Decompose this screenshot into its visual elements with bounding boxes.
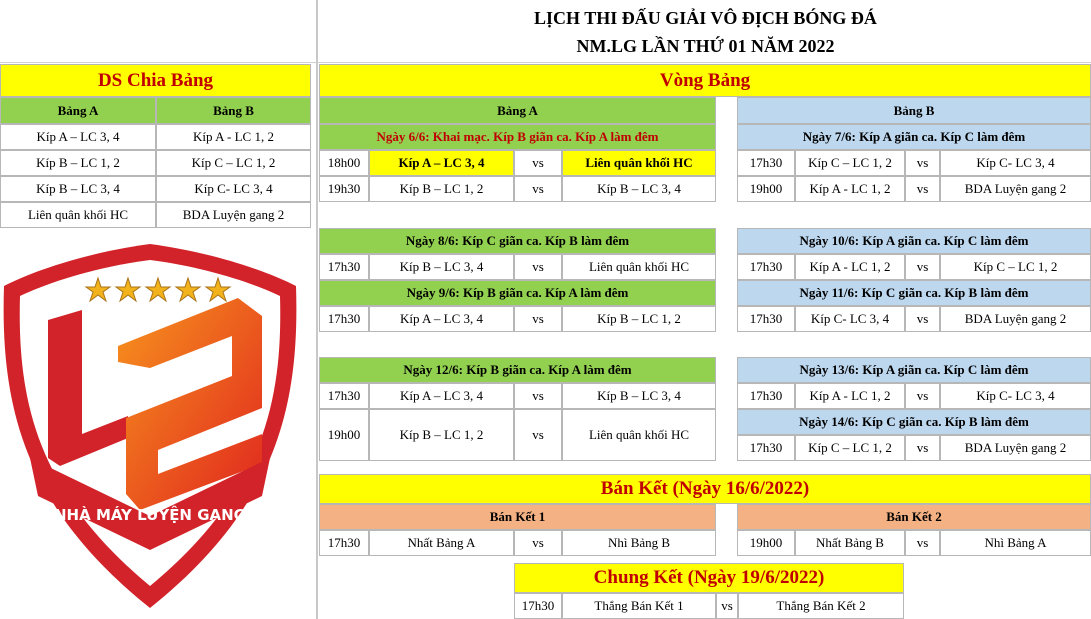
match-time: 17h30 (514, 593, 562, 619)
group-b-team: Kíp C- LC 3, 4 (156, 176, 311, 202)
match-vs: vs (514, 383, 562, 409)
match-time: 17h30 (737, 150, 795, 176)
match-day-header: Ngày 14/6: Kíp C giãn ca. Kíp B làm đêm (737, 409, 1091, 435)
match-time: 17h30 (319, 530, 369, 556)
match-time: 18h00 (319, 150, 369, 176)
match-day-header: Ngày 13/6: Kíp A giãn ca. Kíp C làm đêm (737, 357, 1091, 383)
match-vs: vs (514, 409, 562, 461)
divider-vertical (316, 0, 318, 619)
semifinal-heading: Bán Kết (Ngày 16/6/2022) (319, 474, 1091, 504)
match-away-team: BDA Luyện gang 2 (940, 435, 1091, 461)
group-b-team: BDA Luyện gang 2 (156, 202, 311, 228)
match-time: 17h30 (319, 306, 369, 332)
match-day-header: Ngày 8/6: Kíp C giãn ca. Kíp B làm đêm (319, 228, 716, 254)
semifinal-2-label: Bán Kết 2 (737, 504, 1091, 530)
match-away-team: Liên quân khối HC (562, 254, 716, 280)
match-time: 17h30 (737, 306, 795, 332)
match-time: 17h30 (737, 383, 795, 409)
match-away-team: Liên quân khối HC (562, 409, 716, 461)
match-away-team: BDA Luyện gang 2 (940, 306, 1091, 332)
group-b-team: Kíp C – LC 1, 2 (156, 150, 311, 176)
match-vs: vs (905, 530, 940, 556)
match-away-team: Kíp B – LC 1, 2 (562, 306, 716, 332)
match-vs: vs (905, 254, 940, 280)
match-home-team: Kíp B – LC 1, 2 (369, 409, 514, 461)
bracket-b-heading: Bảng B (737, 97, 1091, 124)
match-away-team: Kíp C – LC 1, 2 (940, 254, 1091, 280)
match-away-team: Kíp B – LC 3, 4 (562, 383, 716, 409)
match-away-team: Nhì Bảng A (940, 530, 1091, 556)
final-heading: Chung Kết (Ngày 19/6/2022) (514, 563, 904, 593)
group-a-team: Kíp B – LC 1, 2 (0, 150, 156, 176)
match-day-header: Ngày 7/6: Kíp A giãn ca. Kíp C làm đêm (737, 124, 1091, 150)
match-day-header: Ngày 6/6: Khai mạc. Kíp B giãn ca. Kíp A làm đêm (319, 124, 716, 150)
match-home-team: Kíp C – LC 1, 2 (795, 435, 905, 461)
groups-col-a: Bảng A (0, 97, 156, 124)
groups-heading: DS Chia Bảng (0, 64, 311, 97)
match-time: 19h30 (319, 176, 369, 202)
match-vs: vs (905, 306, 940, 332)
match-vs: vs (514, 254, 562, 280)
match-time: 19h00 (737, 530, 795, 556)
groups-col-b: Bảng B (156, 97, 311, 124)
match-vs: vs (716, 593, 738, 619)
match-vs: vs (514, 530, 562, 556)
match-away-team: Kíp C- LC 3, 4 (940, 383, 1091, 409)
match-time: 17h30 (319, 383, 369, 409)
match-home-team: Kíp C- LC 3, 4 (795, 306, 905, 332)
match-home-team: Kíp A - LC 1, 2 (795, 383, 905, 409)
group-b-team: Kíp A - LC 1, 2 (156, 124, 311, 150)
match-vs: vs (905, 176, 940, 202)
match-vs: vs (905, 383, 940, 409)
match-day-header: Ngày 11/6: Kíp C giãn ca. Kíp B làm đêm (737, 280, 1091, 306)
match-home-team: Thắng Bán Kết 1 (562, 593, 716, 619)
match-vs: vs (905, 150, 940, 176)
match-home-team: Kíp B – LC 3, 4 (369, 254, 514, 280)
group-a-team: Liên quân khối HC (0, 202, 156, 228)
match-away-team: Liên quân khối HC (562, 150, 716, 176)
match-away-team: Nhì Bảng B (562, 530, 716, 556)
match-vs: vs (514, 150, 562, 176)
match-vs: vs (514, 176, 562, 202)
gridline (0, 62, 316, 63)
bracket-a-heading: Bảng A (319, 97, 716, 124)
match-home-team: Nhất Bảng B (795, 530, 905, 556)
match-away-team: Kíp B – LC 3, 4 (562, 176, 716, 202)
match-time: 17h30 (737, 254, 795, 280)
match-home-team: Kíp A - LC 1, 2 (795, 254, 905, 280)
page-title-line2: NM.LG LẦN THỨ 01 NĂM 2022 (576, 35, 835, 56)
match-day-header: Ngày 9/6: Kíp B giãn ca. Kíp A làm đêm (319, 280, 716, 306)
match-home-team: Kíp B – LC 1, 2 (369, 176, 514, 202)
match-vs: vs (514, 306, 562, 332)
match-home-team: Nhất Bảng A (369, 530, 514, 556)
match-away-team: BDA Luyện gang 2 (940, 176, 1091, 202)
semifinal-1-label: Bán Kết 1 (319, 504, 716, 530)
match-time: 17h30 (737, 435, 795, 461)
factory-logo (0, 238, 300, 613)
match-vs: vs (905, 435, 940, 461)
match-time: 19h00 (319, 409, 369, 461)
group-a-team: Kíp A – LC 3, 4 (0, 124, 156, 150)
match-home-team: Kíp A – LC 3, 4 (369, 150, 514, 176)
match-home-team: Kíp C – LC 1, 2 (795, 150, 905, 176)
logo-text: NHÀ MÁY LUYỆN GANG (54, 506, 246, 524)
match-away-team: Thắng Bán Kết 2 (738, 593, 904, 619)
group-stage-heading: Vòng Bảng (319, 64, 1091, 97)
match-home-team: Kíp A - LC 1, 2 (795, 176, 905, 202)
match-time: 19h00 (737, 176, 795, 202)
page-title-line1: LỊCH THI ĐẤU GIẢI VÔ ĐỊCH BÓNG ĐÁ (534, 7, 877, 28)
match-home-team: Kíp A – LC 3, 4 (369, 383, 514, 409)
match-away-team: Kíp C- LC 3, 4 (940, 150, 1091, 176)
match-time: 17h30 (319, 254, 369, 280)
match-home-team: Kíp A – LC 3, 4 (369, 306, 514, 332)
group-a-team: Kíp B – LC 3, 4 (0, 176, 156, 202)
match-day-header: Ngày 10/6: Kíp A giãn ca. Kíp C làm đêm (737, 228, 1091, 254)
gridline (318, 62, 1091, 63)
match-day-header: Ngày 12/6: Kíp B giãn ca. Kíp A làm đêm (319, 357, 716, 383)
